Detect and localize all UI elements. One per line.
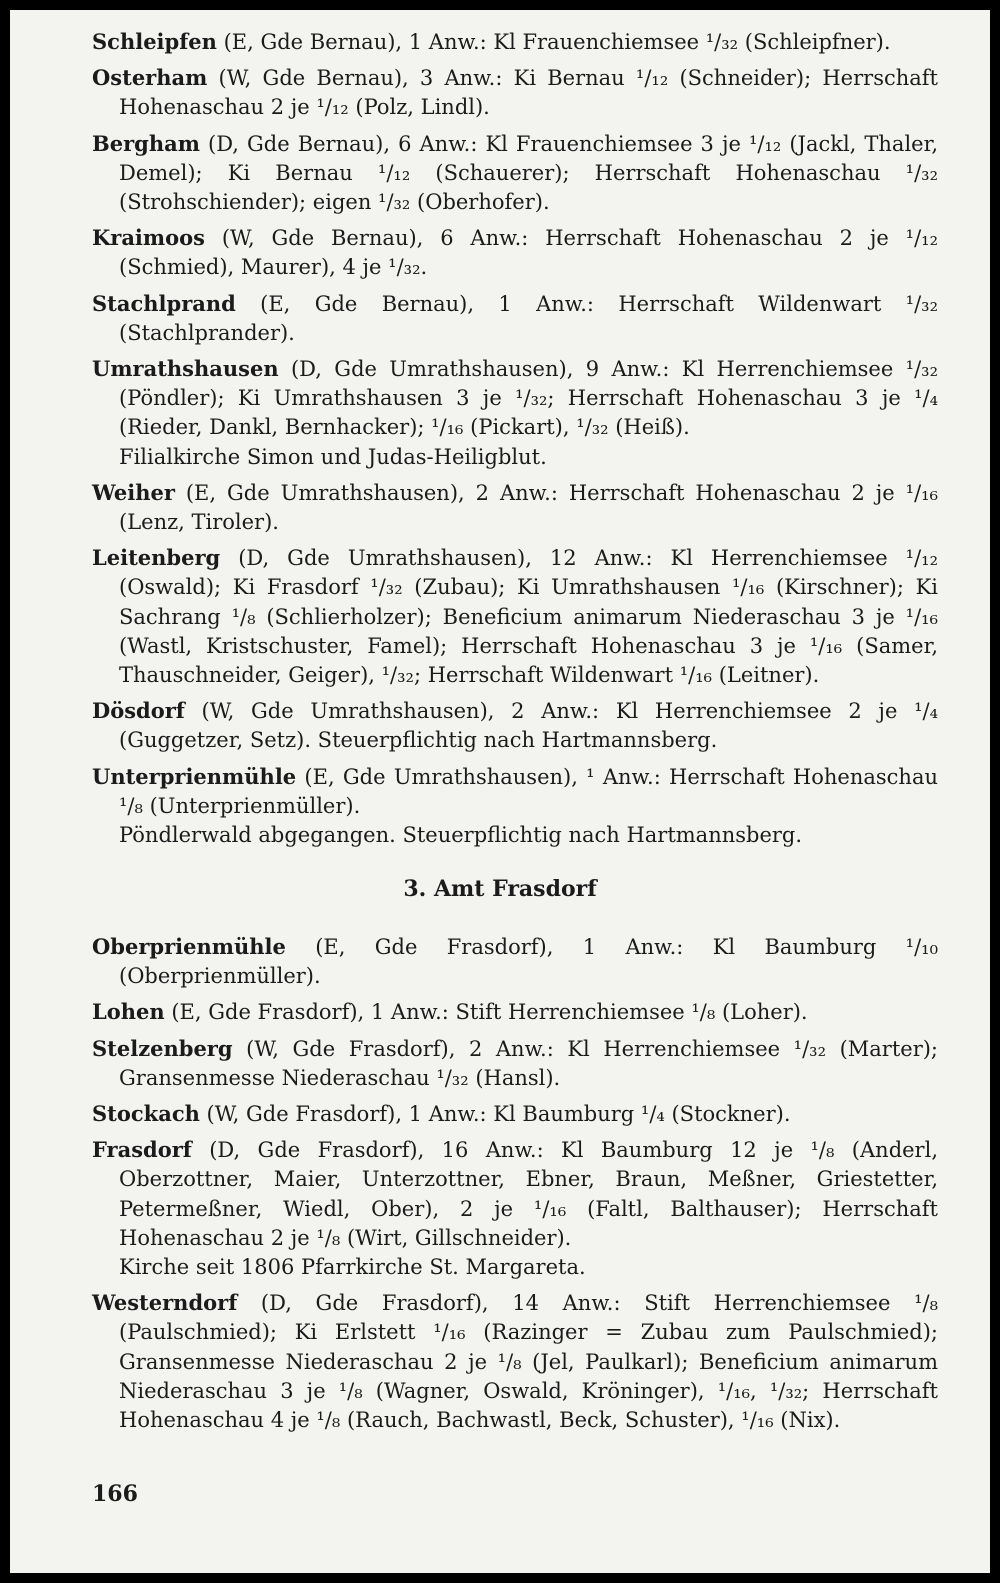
place-name: Westerndorf (92, 1290, 238, 1316)
place-name: Leitenberg (92, 545, 221, 571)
place-entry (92, 997, 938, 1027)
place-name: Umrathshausen (92, 356, 279, 382)
place-entry (92, 696, 938, 755)
place-name: Osterham (92, 65, 208, 91)
place-entries-amt-2 (92, 27, 938, 856)
place-description: (D, Gde Umrathshausen), 9 Anw.: Kl Herrenchiemsee ¹/₃₂ (Pöndler); Ki Umrathshausen 3 je ¹/₃₂; Herrschaft Hohenaschau 3 je ¹/₄ (Rieder, Dankl, Bernhacker); ¹/₁₆ (Pickart), ¹/₃₂ (Heiß). (119, 357, 938, 440)
place-entries-amt-3 (92, 932, 938, 1441)
page-number: 166 (92, 1481, 138, 1507)
place-entry (92, 129, 938, 218)
place-name: Stockach (92, 1101, 200, 1127)
place-name: Lohen (92, 999, 165, 1025)
place-description: (E, Gde Bernau), 1 Anw.: Herrschaft Wildenwart ¹/₃₂ (Stachlprander). (119, 291, 938, 345)
place-entry (92, 932, 938, 991)
place-description: (E, Gde Frasdorf), 1 Anw.: Kl Baumburg ¹/₁₀ (Oberprienmüller). (119, 935, 938, 989)
place-name: Unterprienmühle (92, 763, 297, 789)
place-name: Frasdorf (92, 1137, 192, 1163)
place-name: Kraimoos (92, 225, 205, 251)
place-description: (D, Gde Bernau), 6 Anw.: Kl Frauenchiemsee 3 je ¹/₁₂ (Jackl, Thaler, Demel); Ki Bernau ¹/₁₂ (Schauerer); Herrschaft Hohenaschau ¹/₃₂ (Strohschiender); eigen ¹/₃₂ (Oberhofer). (119, 131, 938, 215)
place-description: (D, Gde Frasdorf), 14 Anw.: Stift Herrenchiemsee ¹/₈ (Paulschmied); Ki Erlstett ¹/₁₆ (Razinger = Zubau zum Paulschmied); Gransenmesse Niederaschau 2 je ¹/₈ (Jel, Paulkarl); Beneficium animarum Niederaschau 3 je ¹/₈ (Wagner, Oswald, Kröninger), ¹/₁₆, ¹/₃₂; Herrschaft Hohenaschau 4 je ¹/₈ (Rauch, Bachwastl, Beck, Schuster), ¹/₁₆ (Nix). (119, 1291, 938, 1433)
place-description: (D, Gde Frasdorf), 16 Anw.: Kl Baumburg 12 je ¹/₈ (Anderl, Oberzottner, Maier, Unterzottner, Ebner, Braun, Meßner, Griestetter, Petermeßner, Wiedl, Ober), 2 je ¹/₁₆ (Faltl, Balthauser); Herrschaft Hohenaschau 2 je ¹/₈ (Wirt, Gillschneider). (119, 1138, 938, 1250)
place-entry (92, 1135, 938, 1282)
place-description: (W, Gde Umrathshausen), 2 Anw.: Kl Herrenchiemsee 2 je ¹/₄ (Guggetzer, Setz). Steuerpflichtig nach Hartmannsberg. (119, 699, 938, 753)
place-entry (92, 223, 938, 282)
place-description: (D, Gde Umrathshausen), 12 Anw.: Kl Herrenchiemsee ¹/₁₂ (Oswald); Ki Frasdorf ¹/₃₂ (Zubau); Ki Umrathshausen ¹/₁₆ (Kirschner); Ki Sachrang ¹/₈ (Schlierholzer); Beneficium animarum Niederaschau 3 je ¹/₁₆ (Wastl, Kristschuster, Famel); Herrschaft Hohenaschau 3 je ¹/₁₆ (Samer, Thauschneider, Geiger), ¹/₃₂; Herrschaft Wildenwart ¹/₁₆ (Leitner). (119, 546, 938, 688)
place-entry (92, 1034, 938, 1093)
place-description: (W, Gde Bernau), 6 Anw.: Herrschaft Hohenaschau 2 je ¹/₁₂ (Schmied), Maurer), 4 je ¹/₃₂. (119, 226, 938, 280)
place-note: Pöndlerwald abgegangen. Steuerpflichtig nach Hartmannsberg. (119, 823, 803, 848)
place-entry (92, 543, 938, 690)
place-description: (W, Gde Frasdorf), 2 Anw.: Kl Herrenchiemsee ¹/₃₂ (Marter); Gransenmesse Niederaschau ¹/₃₂ (Hansl). (119, 1036, 938, 1090)
place-name: Schleipfen (92, 29, 217, 54)
place-description: (E, Gde Bernau), 1 Anw.: Kl Frauenchiemsee ¹/₃₂ (Schleipfner). (216, 30, 891, 54)
place-name: Bergham (92, 130, 200, 156)
place-note: Kirche seit 1806 Pfarrkirche St. Margareta. (119, 1255, 586, 1280)
place-name: Dösdorf (92, 698, 185, 724)
place-entry (92, 354, 938, 472)
place-entry (92, 63, 938, 122)
place-name: Oberprienmühle (92, 934, 286, 959)
place-entry (92, 1099, 938, 1129)
place-entry (92, 1288, 938, 1435)
place-note: Filialkirche Simon und Judas-Heiligblut. (119, 444, 547, 469)
place-description: (E, Gde Umrathshausen), ¹ Anw.: Herrschaft Hohenaschau ¹/₈ (Unterprienmüller). (119, 764, 938, 818)
section-heading: 3. Amt Frasdorf (403, 876, 597, 902)
place-description: (W, Gde Frasdorf), 1 Anw.: Kl Baumburg ¹/₄ (Stockner). (199, 1102, 791, 1127)
place-name: Stelzenberg (92, 1035, 233, 1061)
place-name: Weiher (92, 479, 175, 505)
place-entry (92, 478, 938, 537)
place-entry (92, 762, 938, 851)
place-description: (W, Gde Bernau), 3 Anw.: Ki Bernau ¹/₁₂ (Schneider); Herrschaft Hohenaschau 2 je ¹/₁₂ (Polz, Lindl). (119, 66, 938, 120)
place-entry (92, 27, 938, 57)
place-entry (92, 289, 938, 348)
place-description: (E, Gde Frasdorf), 1 Anw.: Stift Herrenchiemsee ¹/₈ (Loher). (164, 1000, 808, 1025)
place-description: (E, Gde Umrathshausen), 2 Anw.: Herrschaft Hohenaschau 2 je ¹/₁₆ (Lenz, Tiroler). (119, 480, 938, 535)
place-name: Stachlprand (92, 290, 236, 316)
